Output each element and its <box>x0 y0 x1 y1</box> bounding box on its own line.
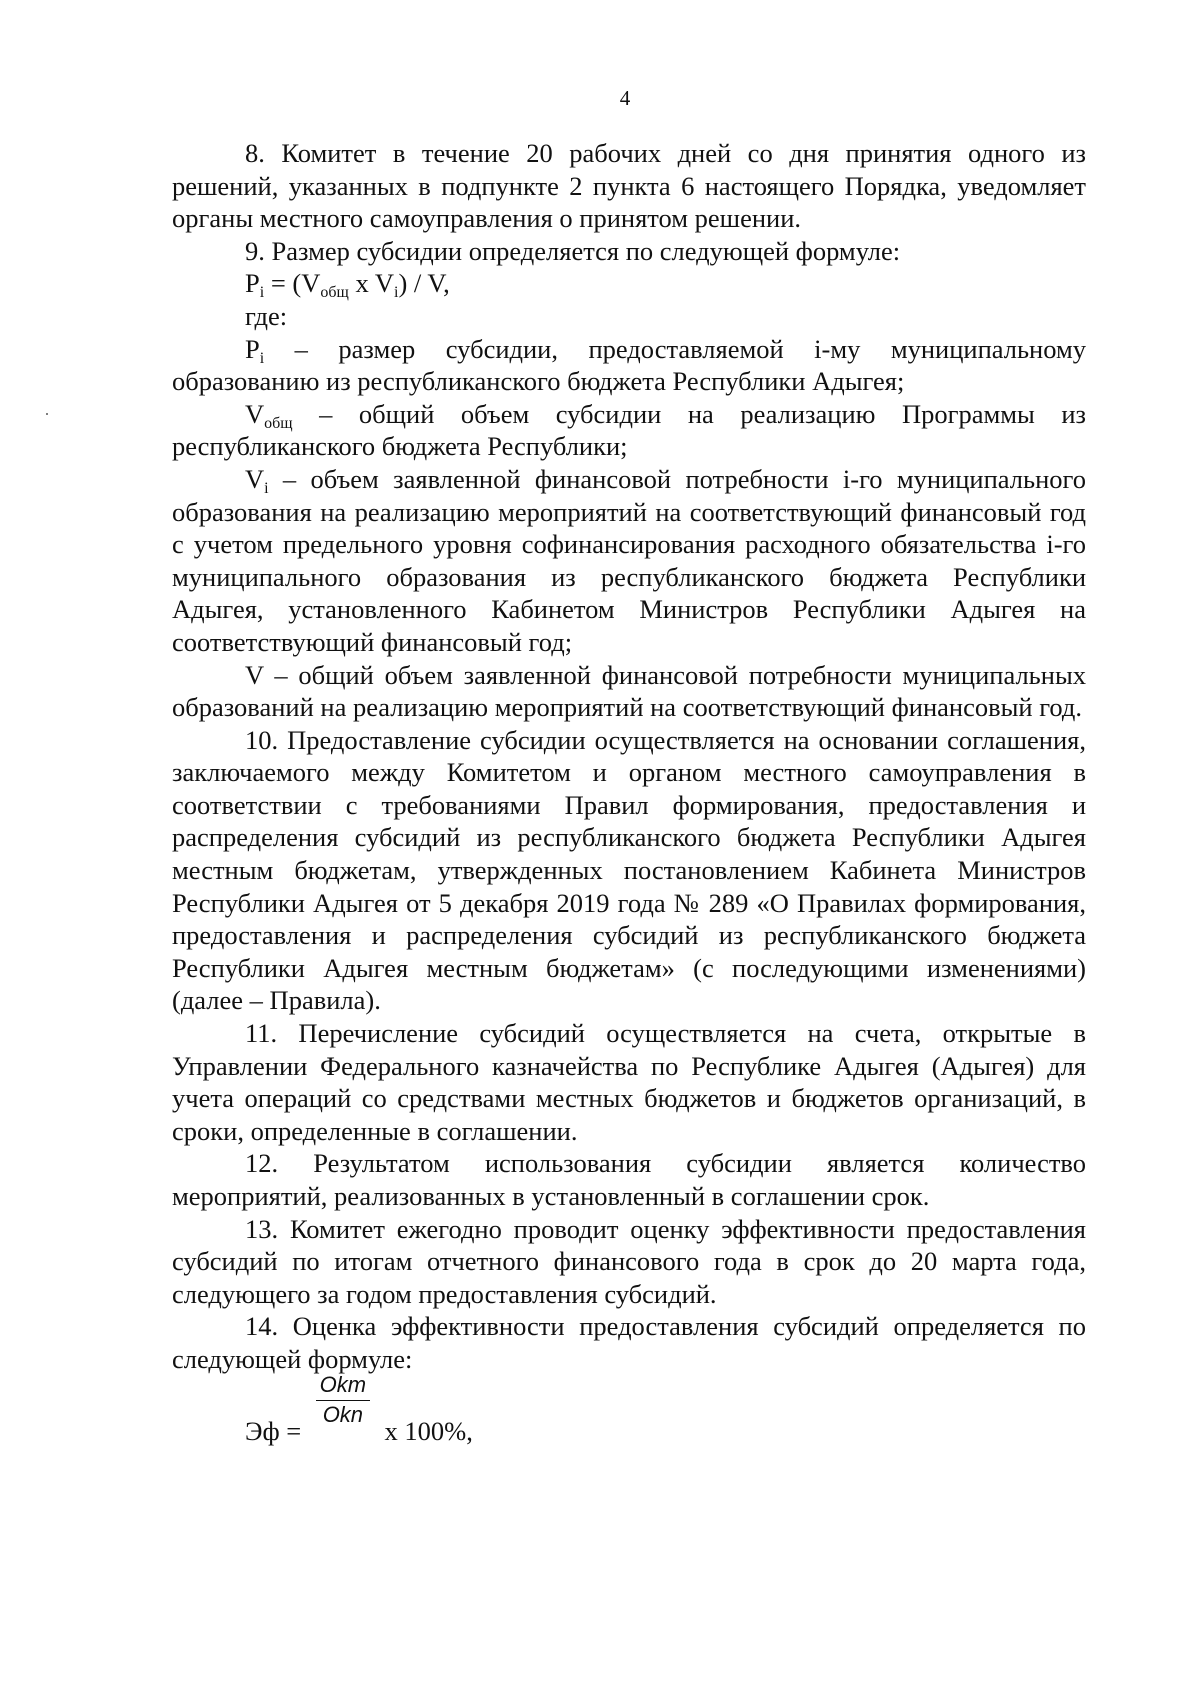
paragraph-12: 12. Результатом использования субсидии является количество мероприятий, реализованных в установленный в соглашении срок. <box>172 1148 1086 1211</box>
definition-v: V – общий объем заявленной финансовой потребности муниципальных образований на реализацию мероприятий на соответствующий финансовый год. <box>172 659 1086 723</box>
fraction-denominator: Okn <box>322 1401 364 1427</box>
paragraph-11: 11. Перечисление субсидий осуществляется на счета, открытые в Управлении Федерального казначейства по Республике Адыгея (Адыгея) для учета операций со средствами местных бюджетов и бюджетов организаций, в сроки, определенные в соглашении. <box>172 1018 1086 1146</box>
formula-lhs-sub: i <box>259 284 265 302</box>
subsidy-formula <box>172 267 1086 300</box>
paragraph-13: 13. Комитет ежегодно проводит оценку эффективности предоставления субсидий по итогам отчетного финансового года в срок до 20 марта года, следующего за годом предоставления субсидий. <box>172 1213 1086 1309</box>
fraction <box>314 1371 372 1454</box>
symbol-p-sub: i <box>259 349 265 367</box>
symbol-p: P <box>245 333 260 364</box>
paragraph-14: 14. Оценка эффективности предоставления субсидий определяется по следующей формуле: <box>172 1311 1086 1374</box>
symbol-v: V <box>245 398 265 429</box>
where-label: где: <box>245 300 288 331</box>
definition-vtotal <box>172 398 1086 463</box>
definition-pi <box>172 333 1086 398</box>
efficiency-lhs: Эф = <box>245 1415 308 1446</box>
formula-sub-i: i <box>394 284 399 302</box>
definition-vi <box>172 463 1086 659</box>
paragraph-8: 8. Комитет в течение 20 рабочих дней со дня принятия одного из решений, указанных в подпункте 2 пункта 6 настоящего Порядка, уведомляет органы местного самоуправления о принятом решении. <box>172 138 1086 234</box>
formula-part-2: x V <box>348 268 395 299</box>
formula-lhs: P <box>245 268 260 299</box>
symbol-v-sub: общ <box>264 414 293 432</box>
efficiency-formula-row <box>245 1371 473 1454</box>
formula-sub-total: общ <box>320 284 349 302</box>
definition-pi-text: – размер субсидии, предоставляемой i-му муниципальному образованию из республиканского бюджета Республики Адыгея; <box>172 333 1086 397</box>
scan-speck <box>46 413 48 415</box>
paragraph-10: 10. Предоставление субсидии осуществляется на основании соглашения, заключаемого между Комитетом и органом местного самоуправления в соответствии с требованиями Правил формирования, предоставления и распределения субсидий из республиканского бюджета Республики Адыгея местным бюджетам, утвержденных постановлением Кабинета Министров Республики Адыгея от 5 декабря 2019 года № 289 «О Правилах формирования, предоставления и распределения субсидий из республиканского бюджета Республики Адыгея местным бюджетам» (с последующими изменениями) (далее – Правила). <box>172 724 1086 1016</box>
symbol-vi-sub: i <box>264 479 269 497</box>
efficiency-formula <box>172 1371 1086 1460</box>
document-body <box>172 137 1086 1460</box>
efficiency-rhs: x 100%, <box>377 1415 473 1446</box>
fraction-numerator: Okm <box>319 1371 367 1397</box>
formula-part-1: = (V <box>264 268 321 299</box>
fraction-bar <box>316 1400 370 1402</box>
definition-vi-text: – объем заявленной финансовой потребности i-го муниципального образования на реализацию мероприятий на соответствующий финансовый год с учетом предельного уровня софинансирования расходного обязательства i-го муниципального образования из республиканского бюджета Республики Адыгея, установленного Кабинетом Министров Республики Адыгея на соответствующий финансовый год; <box>172 463 1086 657</box>
definition-vtotal-text: – общий объем субсидии на реализацию Программы из республиканского бюджета Республики; <box>172 398 1086 462</box>
paragraph-9: 9. Размер субсидии определяется по следующей формуле: <box>245 235 901 266</box>
page-number: 4 <box>619 86 631 110</box>
symbol-vi: V <box>245 463 265 494</box>
formula-part-3: ) / V, <box>398 268 450 299</box>
